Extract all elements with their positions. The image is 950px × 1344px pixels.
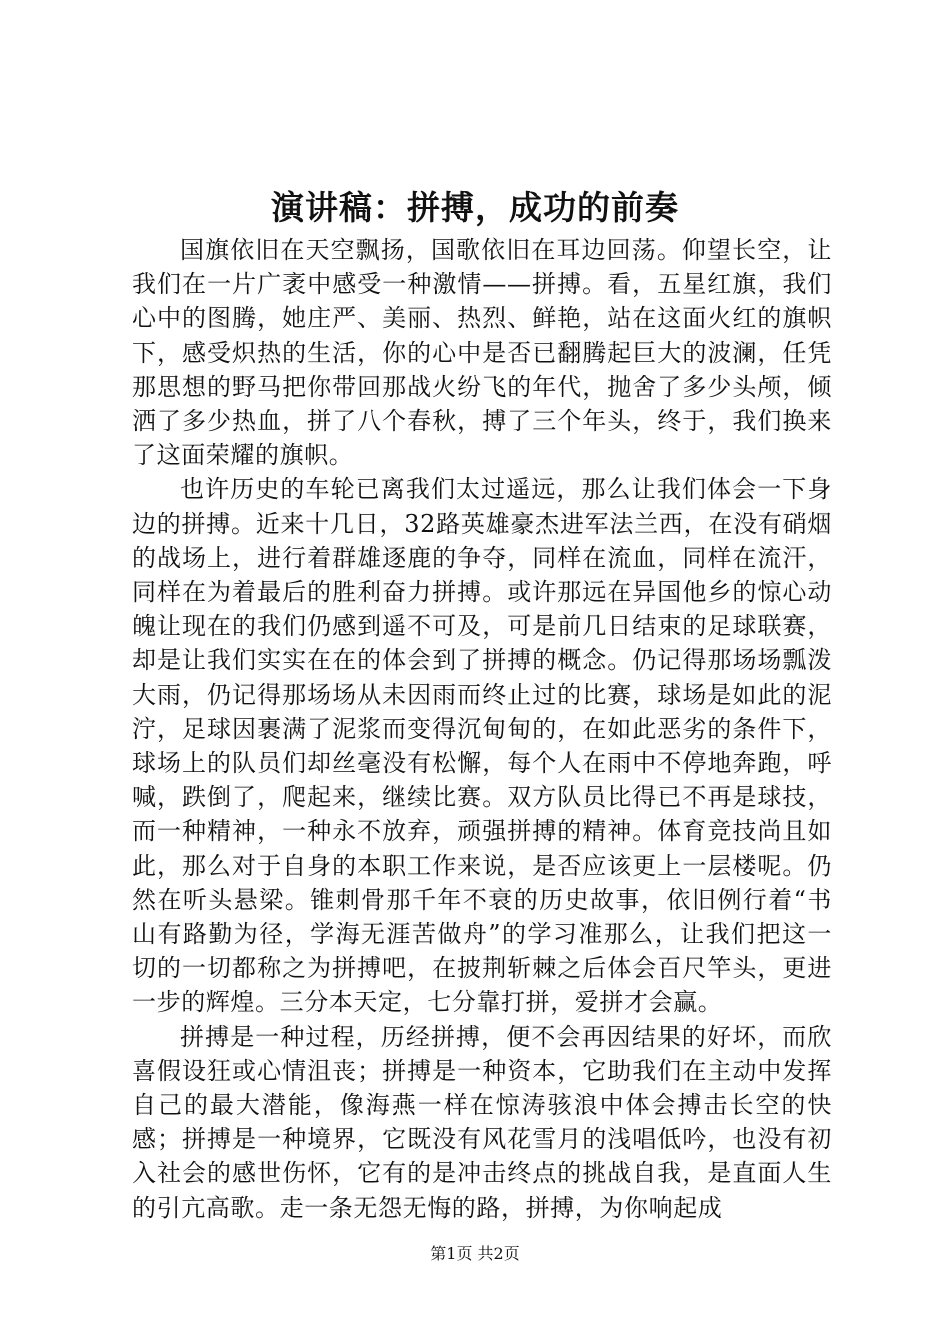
page-number-footer: 第1页 共2页 — [430, 1244, 520, 1263]
document-title: 演讲稿：拼搏，成功的前奏 — [271, 188, 679, 227]
paragraph-1: 国旗依旧在天空飘扬，国歌依旧在耳边回荡。仰望长空，让我们在一片广袤中感受一种激情——拼搏。看，五星红旗，我们心中的图腾，她庄严、美丽、热烈、鲜艳，站在这面火红的旗帜下，感受炽热的生活，你的心中是否已翻腾起巨大的波澜，任凭那思想的野马把你带回那战火纷飞的年代，抛舍了多少头颅，倾洒了多少热血，拼了八个春秋，搏了三个年头，终于，我们换来了这面荣耀的旗帜。 — [132, 236, 832, 470]
document-body — [132, 233, 832, 1225]
paragraph-3: 拼搏是一种过程，历经拼搏，便不会再因结果的好坏，而欣喜假设狂或心情沮丧；拼搏是一种资本，它助我们在主动中发挥自己的最大潜能，像海燕一样在惊涛骇浪中体会搏击长空的快感；拼搏是一种境界，它既没有风花雪月的浅唱低吟，也没有初入社会的感世伤怀，它有的是冲击终点的挑战自我，是直面人生的引亢高歌。走一条无怨无悔的路，拼搏，为你响起成 — [132, 1022, 832, 1222]
paragraph-2: 也许历史的车轮已离我们太过遥远，那么让我们体会一下身边的拼搏。近来十几日，32路英雄豪杰进军法兰西，在没有硝烟的战场上，进行着群雄逐鹿的争夺，同样在流血，同样在流汗，同样在为着最后的胜利奋力拼搏。或许那远在异国他乡的惊心动魄让现在的我们仍感到遥不可及，可是前几日结束的足球联赛，却是让我们实实在在的体会到了拼搏的概念。仍记得那场场瓢泼大雨，仍记得那场场从未因雨而终止过的比赛，球场是如此的泥泞，足球因裹满了泥浆而变得沉甸甸的，在如此恶劣的条件下，球场上的队员们却丝毫没有松懈，每个人在雨中不停地奔跑，呼喊，跌倒了，爬起来，继续比赛。双方队员比得已不再是球技，而一种精神，一种永不放弃，顽强拼搏的精神。体育竞技尚且如此，那么对于自身的本职工作来说，是否应该更上一层楼呢。仍然在听头悬梁。锥刺骨那千年不衰的历史故事，依旧例行着“书山有路勤为径，学海无涯苦做舟”的学习准那么，让我们把这一切的一切都称之为拼搏吧，在披荆斩棘之后体会百尺竿头，更进一步的辉煌。三分本天定，七分靠打拼，爱拼才会赢。 — [132, 475, 832, 1017]
